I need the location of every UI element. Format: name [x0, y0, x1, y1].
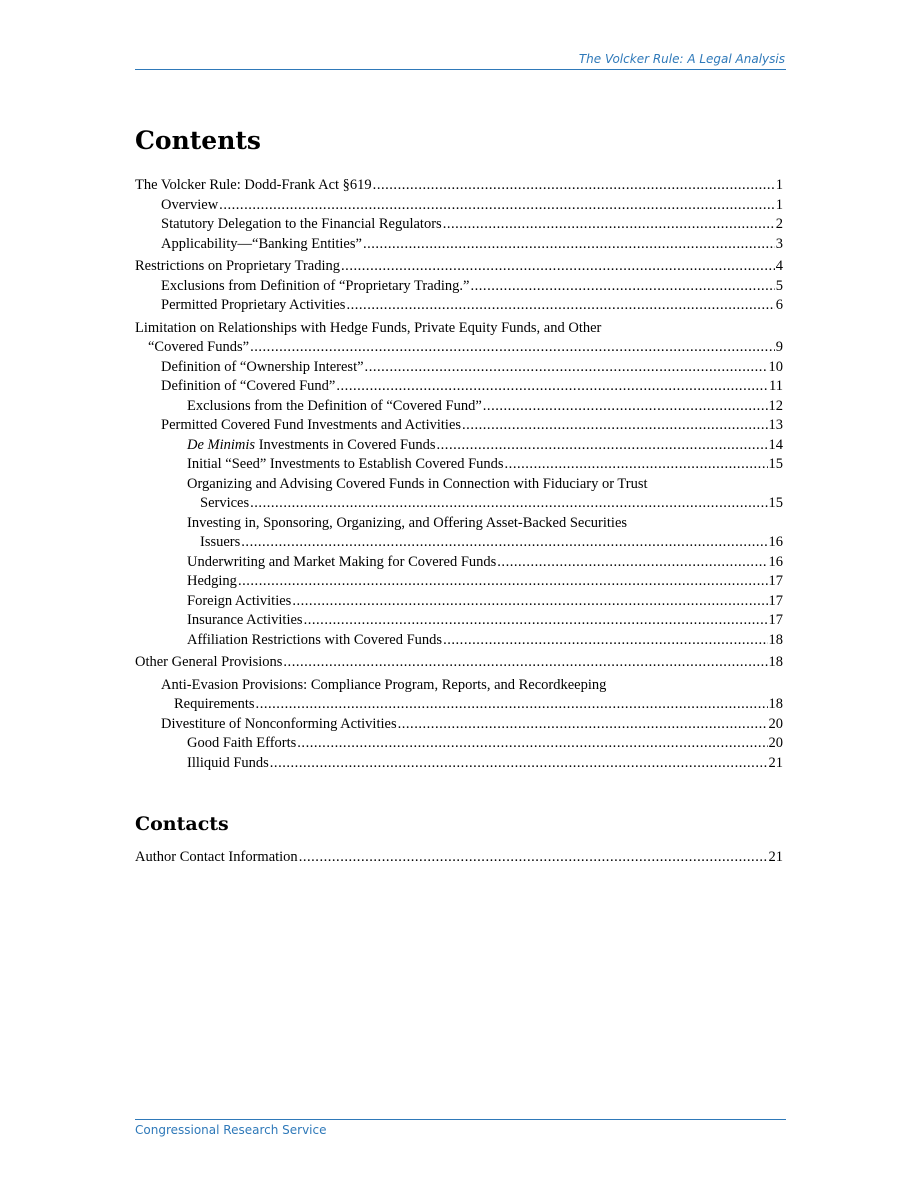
toc-entry[interactable] [135, 592, 783, 612]
toc-entry-title: Hedging [187, 573, 237, 589]
dot-leader [270, 754, 768, 774]
dot-leader [470, 277, 774, 297]
toc-entry-title: Statutory Delegation to the Financial Regulators [161, 216, 442, 232]
dot-leader [497, 553, 767, 573]
toc-page-number: 9 [775, 339, 783, 355]
toc-page-number: 21 [768, 849, 783, 865]
dot-leader [365, 358, 768, 378]
toc-entry[interactable] [135, 514, 783, 553]
toc-entry[interactable] [135, 215, 783, 235]
toc-page-number: 15 [768, 456, 783, 472]
toc-entry[interactable] [135, 277, 783, 297]
toc-page-number: 16 [768, 534, 783, 550]
toc-entry-title: Divestiture of Nonconforming Activities [161, 715, 397, 732]
toc-page-number: 12 [768, 397, 783, 414]
dot-leader [241, 533, 767, 553]
toc-entry-title-line1: Limitation on Relationships with Hedge Funds, Private Equity Funds, and Other [135, 319, 602, 336]
toc-page-number: 20 [768, 715, 783, 732]
dot-leader [398, 715, 768, 735]
footer-org: Congressional Research Service [135, 1123, 327, 1137]
toc-entry-title: Permitted Proprietary Activities [161, 297, 346, 313]
toc-entry-title: Foreign Activities [187, 592, 292, 609]
toc-entry-title: Requirements [174, 696, 255, 712]
toc-page-number: 2 [775, 216, 783, 232]
dot-leader [363, 235, 775, 255]
toc-entry-title: Author Contact Information [135, 849, 298, 865]
dot-leader [219, 196, 775, 216]
contents-heading: Contents [135, 126, 262, 155]
dot-leader [483, 397, 768, 417]
dot-leader [341, 257, 775, 277]
toc-entry[interactable] [135, 475, 783, 514]
toc-page-number: 11 [769, 378, 783, 394]
contacts-list [135, 848, 783, 868]
toc-page-number: 1 [775, 196, 783, 213]
dot-leader [283, 653, 767, 673]
dot-leader [346, 296, 774, 316]
toc-entry-title: Issuers [200, 534, 241, 550]
dot-leader [299, 848, 768, 868]
toc-entry[interactable] [135, 676, 783, 715]
toc-page-number: 20 [768, 735, 783, 751]
toc-entry-title: Initial “Seed” Investments to Establish Covered Funds [187, 456, 504, 472]
toc-entry[interactable] [135, 196, 783, 216]
toc-entry-title: Underwriting and Market Making for Covered Funds [187, 553, 497, 570]
toc-entry-title: The Volcker Rule: Dodd-Frank Act §619 [135, 177, 372, 193]
toc-entry[interactable] [135, 319, 783, 358]
toc-page-number: 6 [775, 297, 783, 313]
toc-entry-title-line1: Organizing and Advising Covered Funds in Connection with Fiduciary or Trust [187, 475, 648, 492]
dot-leader [250, 338, 775, 358]
dot-leader [250, 494, 767, 514]
dot-leader [304, 611, 768, 631]
toc-page-number: 17 [768, 592, 783, 609]
toc-entry[interactable] [135, 377, 783, 397]
running-header: The Volcker Rule: A Legal Analysis [578, 52, 785, 66]
toc-page-number: 21 [768, 754, 783, 771]
toc-entry[interactable] [135, 848, 783, 868]
dot-leader [373, 176, 775, 196]
toc-entry-title: Services [200, 495, 250, 511]
dot-leader [443, 215, 775, 235]
toc-page-number: 10 [768, 358, 783, 375]
toc-page-number: 16 [768, 553, 783, 570]
dot-leader [437, 436, 768, 456]
toc-page-number: 3 [775, 235, 783, 252]
toc-entry[interactable] [135, 358, 783, 378]
toc-entry-title: Applicability—“Banking Entities” [161, 235, 362, 252]
toc-entry-title: Illiquid Funds [187, 754, 269, 771]
toc-entry[interactable] [135, 235, 783, 255]
dot-leader [238, 572, 768, 592]
toc-entry-title: Restrictions on Proprietary Trading [135, 258, 341, 274]
toc-page-number: 1 [775, 177, 783, 193]
toc-page-number: 13 [768, 417, 783, 433]
dot-leader [443, 631, 767, 651]
toc-entry-title: “Covered Funds” [148, 339, 250, 355]
toc-page-number: 18 [768, 654, 783, 670]
toc-entry[interactable] [135, 257, 783, 277]
table-of-contents [135, 176, 783, 773]
toc-entry-title: Definition of “Covered Fund” [161, 378, 336, 394]
toc-page-number: 4 [775, 258, 783, 274]
toc-entry[interactable] [135, 754, 783, 774]
toc-entry[interactable] [135, 572, 783, 592]
toc-entry[interactable] [135, 631, 783, 651]
toc-entry[interactable] [135, 455, 783, 475]
dot-leader [336, 377, 768, 397]
toc-page-number: 15 [768, 495, 783, 511]
toc-entry[interactable] [135, 715, 783, 735]
toc-entry[interactable] [135, 553, 783, 573]
toc-page-number: 18 [768, 631, 783, 648]
toc-page-number: 18 [768, 696, 783, 712]
toc-entry[interactable] [135, 296, 783, 316]
toc-entry-title: Definition of “Ownership Interest” [161, 358, 364, 375]
footer-rule [135, 1119, 786, 1120]
toc-entry-title: Exclusions from the Definition of “Covered Fund” [187, 397, 482, 414]
toc-entry-title: Insurance Activities [187, 612, 303, 628]
dot-leader [256, 695, 768, 715]
dot-leader [292, 592, 767, 612]
toc-entry-title: Overview [161, 196, 219, 213]
header-rule [135, 69, 786, 70]
toc-entry[interactable] [135, 436, 783, 456]
toc-entry-title: Permitted Covered Fund Investments and Activities [161, 417, 462, 433]
contacts-heading: Contacts [135, 813, 229, 835]
toc-entry[interactable] [135, 653, 783, 673]
toc-page-number: 17 [768, 612, 783, 628]
toc-entry-title [187, 436, 436, 456]
toc-entry-title-rest: Investments in Covered Funds [255, 436, 436, 453]
toc-entry[interactable] [135, 176, 783, 196]
toc-page-number: 17 [768, 573, 783, 589]
toc-entry-title: Exclusions from Definition of “Proprietary Trading.” [161, 277, 470, 294]
toc-entry-title-line1: Investing in, Sponsoring, Organizing, and Offering Asset-Backed Securities [187, 514, 628, 531]
toc-entry-title-line1: Anti-Evasion Provisions: Compliance Program, Reports, and Recordkeeping [161, 676, 607, 693]
toc-page-number: 14 [768, 436, 783, 453]
toc-entry[interactable] [135, 611, 783, 631]
dot-leader [462, 416, 767, 436]
toc-entry-title: Good Faith Efforts [187, 735, 297, 751]
toc-entry[interactable] [135, 734, 783, 754]
dot-leader [505, 455, 768, 475]
toc-entry-title-italic: De Minimis [187, 436, 256, 453]
toc-entry[interactable] [135, 397, 783, 417]
toc-entry[interactable] [135, 416, 783, 436]
toc-page-number: 5 [775, 277, 783, 294]
dot-leader [297, 734, 767, 754]
toc-entry-title: Affiliation Restrictions with Covered Funds [187, 631, 443, 648]
toc-entry-title: Other General Provisions [135, 654, 283, 670]
